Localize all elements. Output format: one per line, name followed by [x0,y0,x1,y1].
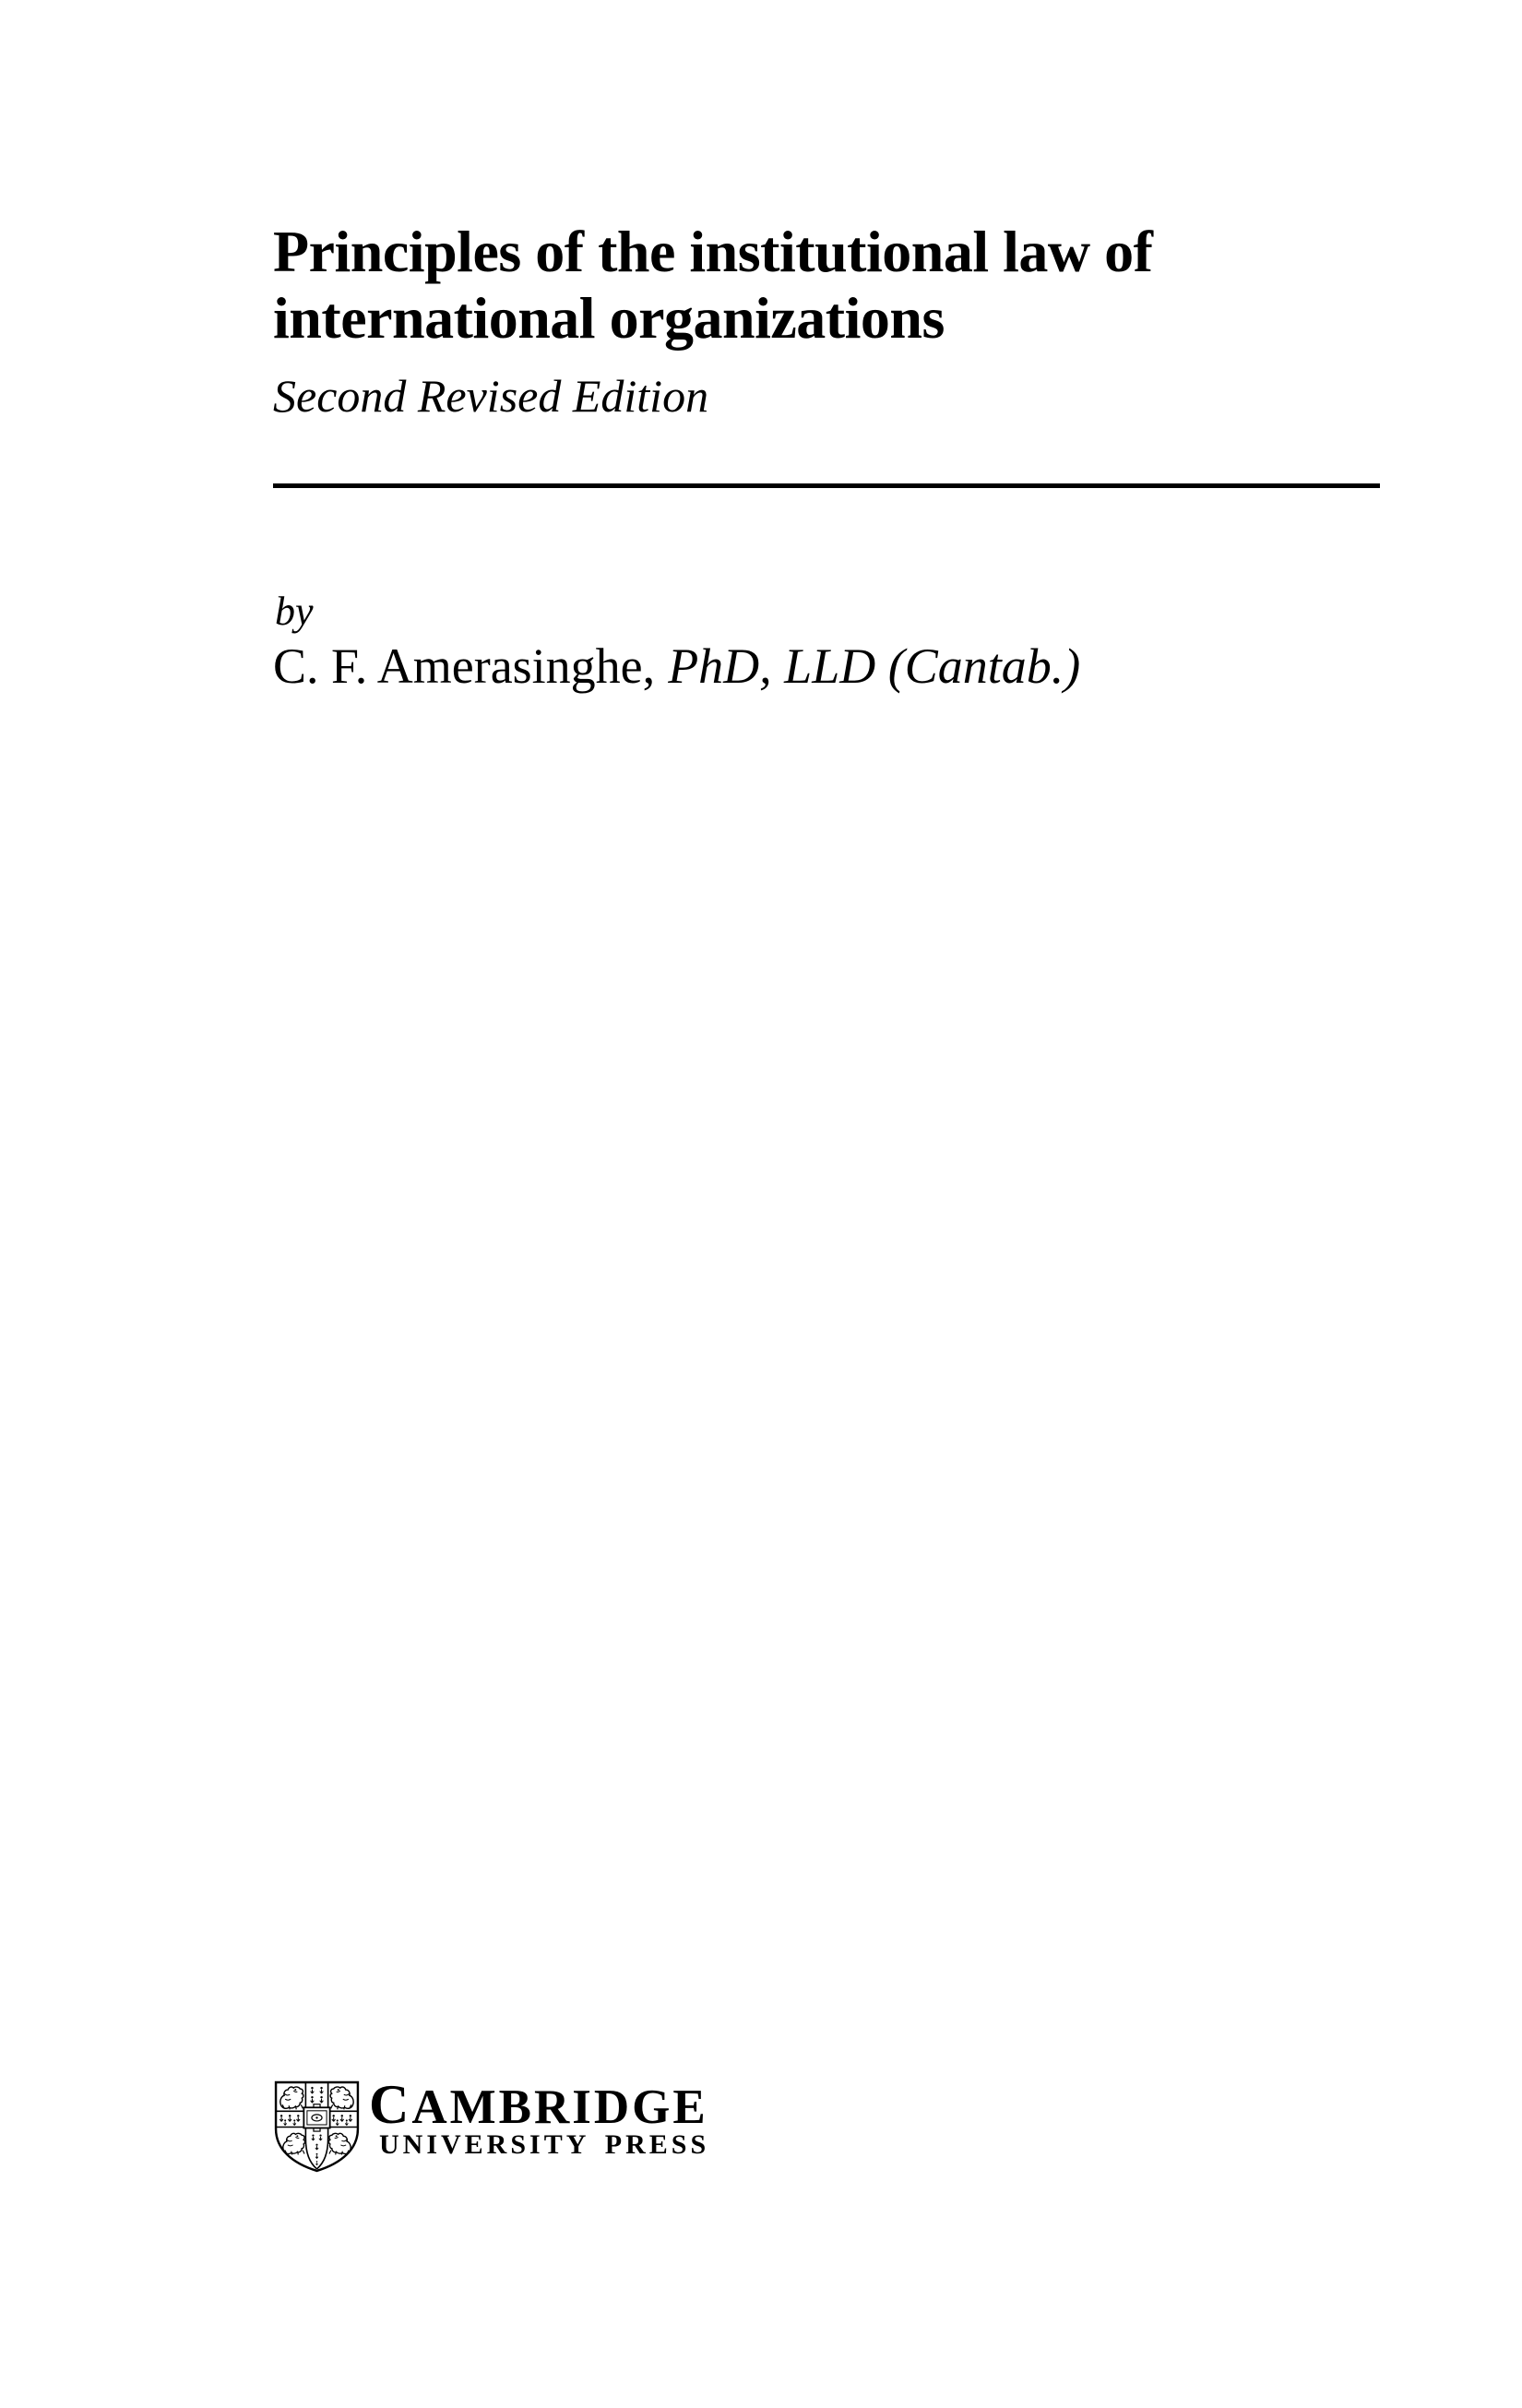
edition-subtitle: Second Revised Edition [273,370,709,422]
publisher-name-initial: C [369,2074,412,2135]
publisher-subtitle: UNIVERSITY PRESS [379,2129,710,2160]
book-title-line1: Principles of the institutional law of [273,219,1153,284]
author-line [273,637,1080,697]
horizontal-rule [273,483,1380,488]
book-title [273,219,1152,352]
book-title-line2: international organizations [273,285,945,351]
author-credentials: PhD, LLD (Cantab.) [668,638,1081,694]
author-name: C. F. Amerasinghe, [273,638,656,694]
byline-prefix: by [275,589,314,634]
publisher-name-rest: AMBRIDGE [411,2080,708,2134]
publisher-name [369,2074,708,2135]
cambridge-shield-icon [274,2080,360,2174]
